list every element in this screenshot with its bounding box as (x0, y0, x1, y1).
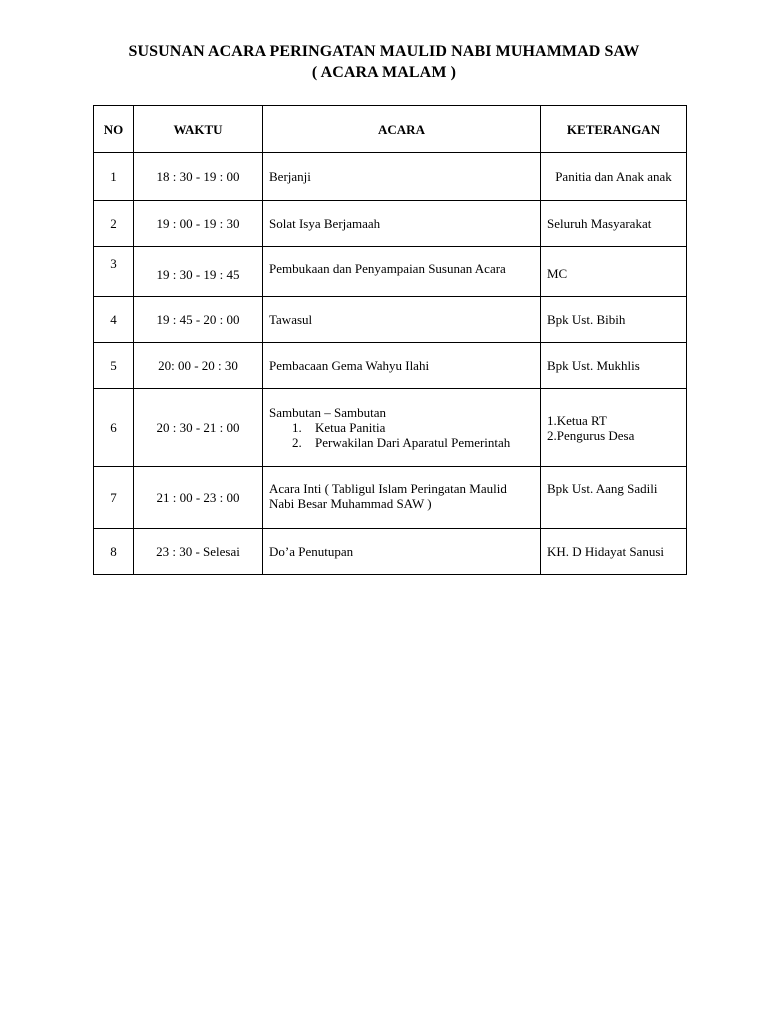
row-no: 1 (94, 153, 134, 201)
acara-heading: Sambutan – Sambutan (269, 405, 386, 420)
header-no: NO (94, 106, 134, 153)
keterangan-line: 2.Pengurus Desa (547, 427, 635, 443)
header-waktu: WAKTU (134, 106, 263, 153)
schedule-table (93, 105, 687, 575)
row-no: 5 (94, 343, 134, 389)
row-waktu: 19 : 30 - 19 : 45 (134, 247, 263, 297)
row-no: 4 (94, 297, 134, 343)
list-item-number: 1. (292, 420, 302, 435)
document-subtitle: ( ACARA MALAM ) (311, 64, 457, 81)
row-waktu: 18 : 30 - 19 : 00 (134, 153, 263, 201)
row-acara: Pembukaan dan Penyampaian Susunan Acara (263, 247, 541, 297)
row-waktu: 23 : 30 - Selesai (134, 529, 263, 575)
row-keterangan: KH. D Hidayat Sanusi (541, 529, 687, 575)
row-keterangan: Bpk Ust. Aang Sadili (541, 467, 687, 529)
row-keterangan: Bpk Ust. Bibih (541, 297, 687, 343)
row-keterangan (541, 389, 687, 467)
list-item-text: Ketua Panitia (315, 420, 386, 435)
row-waktu: 21 : 00 - 23 : 00 (134, 467, 263, 529)
table-row (94, 389, 687, 467)
acara-sub-list (269, 420, 534, 450)
row-waktu: 19 : 45 - 20 : 00 (134, 297, 263, 343)
list-item (292, 435, 534, 450)
table-row (94, 153, 687, 201)
header-keterangan: KETERANGAN (541, 106, 687, 153)
row-acara: Acara Inti ( Tabligul Islam Peringatan Maulid Nabi Besar Muhammad SAW ) (263, 467, 541, 529)
row-acara: Solat Isya Berjamaah (263, 201, 541, 247)
document-title: SUSUNAN ACARA PERINGATAN MAULID NABI MUHAMMAD SAW (128, 43, 640, 60)
list-item-text: Perwakilan Dari Aparatul Pemerintah (315, 435, 511, 450)
header-acara: ACARA (263, 106, 541, 153)
row-no: 6 (94, 389, 134, 467)
row-waktu: 19 : 00 - 19 : 30 (134, 201, 263, 247)
table-row (94, 467, 687, 529)
row-no: 2 (94, 201, 134, 247)
row-keterangan: Seluruh Masyarakat (541, 201, 687, 247)
row-no: 7 (94, 467, 134, 529)
row-acara: Pembacaan Gema Wahyu Ilahi (263, 343, 541, 389)
row-keterangan: MC (541, 247, 687, 297)
row-keterangan: Panitia dan Anak anak (541, 153, 687, 201)
row-waktu: 20: 00 - 20 : 30 (134, 343, 263, 389)
row-acara: Tawasul (263, 297, 541, 343)
table-row (94, 529, 687, 575)
row-waktu: 20 : 30 - 21 : 00 (134, 389, 263, 467)
row-no: 3 (94, 247, 134, 297)
list-item-number: 2. (292, 435, 302, 450)
table-header-row (94, 106, 687, 153)
row-acara (263, 389, 541, 467)
row-acara: Berjanji (263, 153, 541, 201)
row-keterangan: Bpk Ust. Mukhlis (541, 343, 687, 389)
table-row (94, 247, 687, 297)
row-acara: Do’a Penutupan (263, 529, 541, 575)
row-no: 8 (94, 529, 134, 575)
table-row (94, 343, 687, 389)
table-row (94, 201, 687, 247)
table-row (94, 297, 687, 343)
keterangan-line: 1.Ketua RT (547, 412, 607, 428)
list-item (292, 420, 534, 435)
